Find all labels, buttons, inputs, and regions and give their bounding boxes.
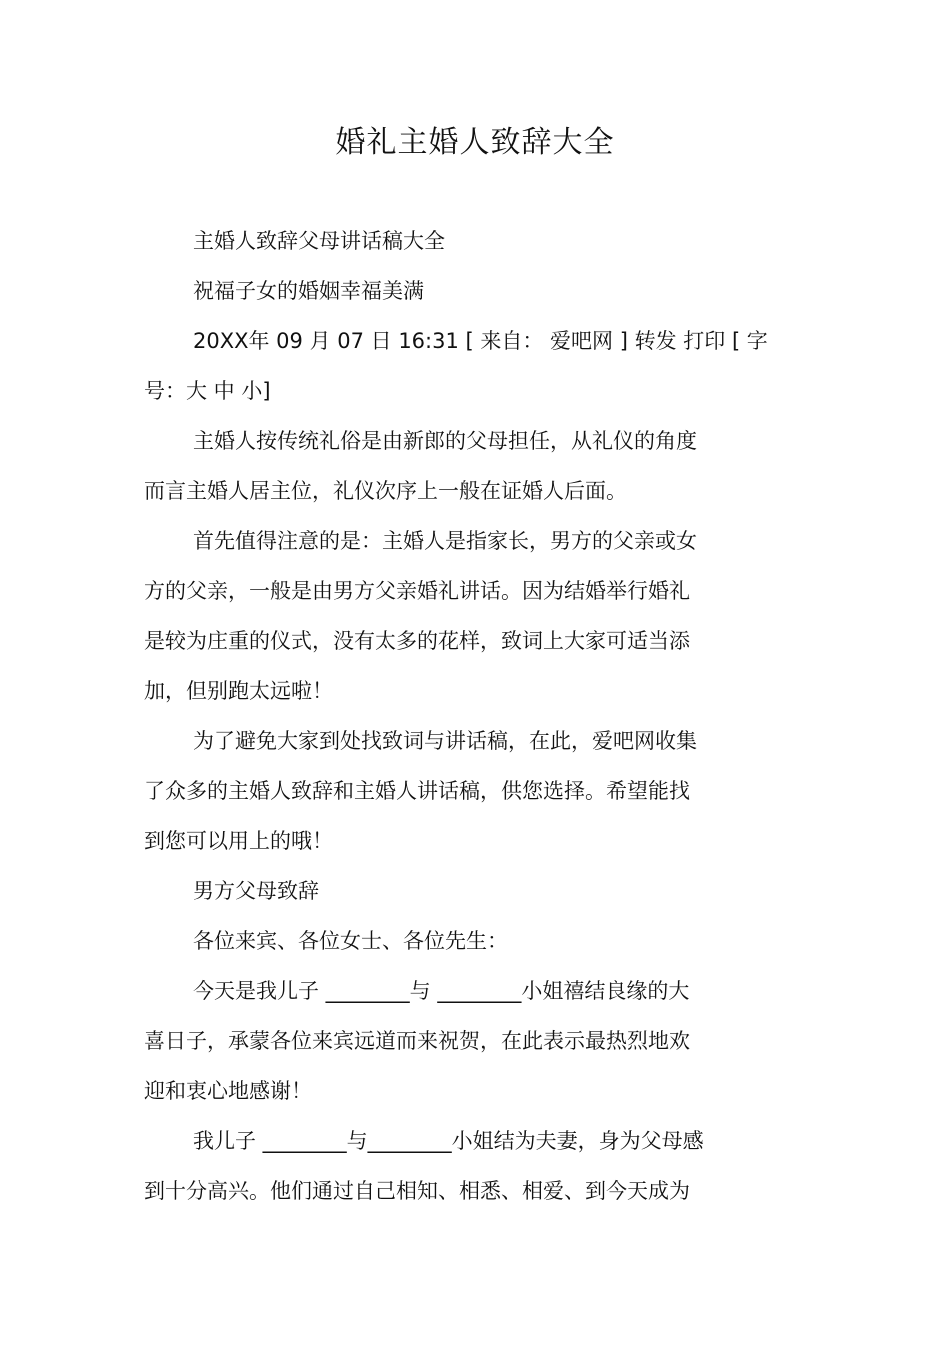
document-title: 婚礼主婚人致辞大全 xyxy=(335,125,615,160)
text-line: 祝福子女的婚姻幸福美满 xyxy=(193,279,424,303)
text-line: 为了避免大家到处找致词与讲话稿，在此，爱吧网收集 xyxy=(193,729,697,753)
text-line: 了众多的主婚人致辞和主婚人讲话稿，供您选择。希望能找 xyxy=(144,779,690,803)
text-line: 方的父亲，一般是由男方父亲婚礼讲话。因为结婚举行婚礼 xyxy=(144,579,690,603)
text-line: 各位来宾、各位女士、各位先生： xyxy=(193,929,508,953)
text-line: 加，但别跑太远啦！ xyxy=(144,679,333,703)
text-line: 而言主婚人居主位，礼仪次序上一般在证婚人后面。 xyxy=(144,479,627,503)
text-line: 喜日子，承蒙各位来宾远道而来祝贺，在此表示最热烈地欢 xyxy=(144,1029,690,1053)
text-line: 主婚人按传统礼俗是由新郎的父母担任，从礼仪的角度 xyxy=(193,429,697,453)
text-line: 是较为庄重的仪式，没有太多的花样，致词上大家可适当添 xyxy=(144,629,690,653)
text-line: 号：大 中 小] xyxy=(144,379,271,403)
section-heading: 男方父母致辞 xyxy=(193,879,319,903)
text-line: 20XX年 09 月 07 日 16:31 [ 来自： 爱吧网 ] 转发 打印 [ 字 xyxy=(193,329,768,353)
text-line: 到十分高兴。他们通过自己相知、相悉、相爱、到今天成为 xyxy=(144,1179,690,1203)
text-line: 主婚人致辞父母讲话稿大全 xyxy=(193,229,445,253)
text-line: 今天是我儿子 ________与 ________小姐禧结良缘的大 xyxy=(193,979,690,1003)
text-line: 首先值得注意的是：主婚人是指家长，男方的父亲或女 xyxy=(193,529,697,553)
text-line: 到您可以用上的哦！ xyxy=(144,829,333,853)
text-line: 我儿子 ________与________小姐结为夫妻，身为父母感 xyxy=(193,1129,704,1153)
text-line: 迎和衷心地感谢！ xyxy=(144,1079,312,1103)
